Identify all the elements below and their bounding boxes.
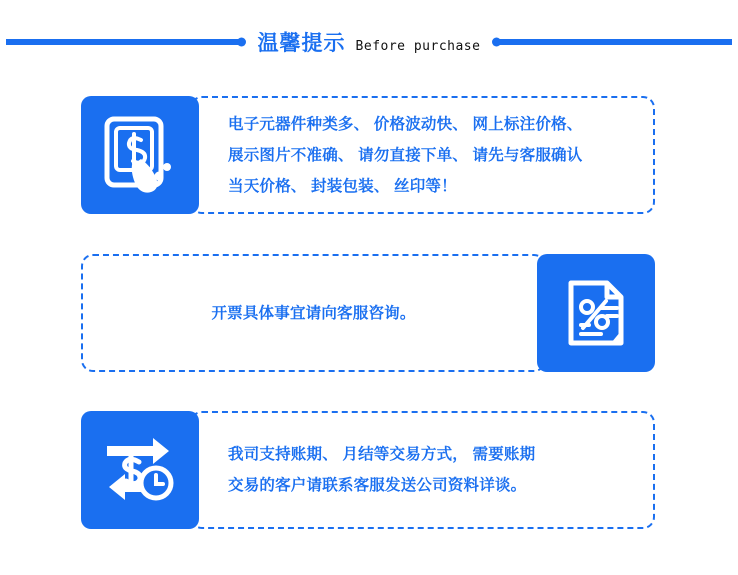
header-rule-left: [6, 39, 242, 45]
notice-line: 交易的客户请联系客服发送公司资料详谈。: [228, 477, 527, 494]
notice-card-pricing: [81, 96, 655, 214]
notice-line: 当天价格、 封装包装、 丝印等！: [228, 177, 457, 195]
page-title-cn: 温馨提示: [257, 32, 346, 55]
notice-card-invoice-text: [81, 254, 546, 372]
notice-card-invoice: [81, 254, 655, 372]
notice-card-payment-terms: [81, 411, 655, 529]
header-rule-right: [496, 39, 732, 45]
notice-line: 电子元器件种类多、 价格波动快、 网上标注价格、: [228, 115, 583, 133]
header-rule-dot-left: [237, 38, 246, 47]
header-rule-dot-right: [492, 38, 501, 47]
invoice-percent-icon: [537, 254, 655, 372]
page-title-en: Before purchase: [355, 39, 481, 54]
notice-line: 我司支持账期、 月结等交易方式， 需要账期: [228, 446, 536, 463]
section-header: [0, 22, 738, 62]
payment-term-clock-icon: [81, 411, 199, 529]
notice-card-pricing-text: [190, 96, 655, 214]
notice-line: 展示图片不准确、 请勿直接下单、 请先与客服确认: [228, 146, 583, 164]
header-titles: [242, 27, 497, 57]
notice-line: 开票具体事宜请向客服咨询。: [211, 304, 416, 322]
price-tag-touch-icon: [81, 96, 199, 214]
notice-card-payment-terms-text: [190, 411, 655, 529]
